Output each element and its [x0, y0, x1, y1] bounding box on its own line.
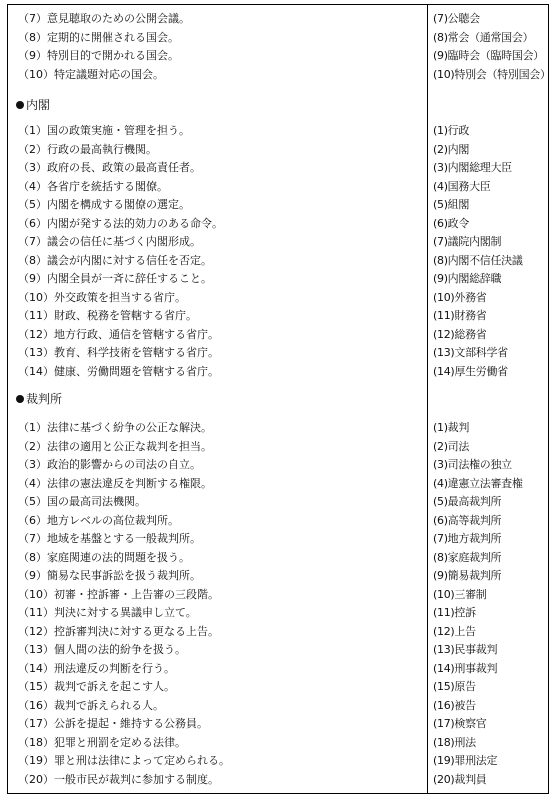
answer-item: (19)罪刑法定 [433, 754, 498, 767]
question-item: （18）犯罪と刑罰を定める法律。 [18, 735, 186, 749]
question-item: （9）簡易な民事訴訟を扱う裁判所。 [18, 569, 201, 582]
question-item: （19）罪と刑は法律によって定められる。 [18, 754, 230, 767]
column-divider [427, 5, 428, 793]
answer-item: (8)常会（通常国会） [433, 30, 534, 44]
answer-item: (6)高等裁判所 [433, 513, 502, 527]
answer-item: (10)特別会（特別国会） [433, 67, 551, 81]
answer-item: (14)厚生労働省 [433, 364, 508, 378]
answer-item: (7)公聴会 [433, 12, 480, 25]
answer-item: (8)内閣不信任決議 [433, 253, 523, 267]
answer-item: (10)外務省 [433, 290, 487, 304]
question-item: （4）各省庁を統括する閣僚。 [18, 179, 168, 193]
question-item: （3）政府の長、政策の最高責任者。 [18, 161, 201, 174]
question-item: （13）教育、科学技術を管轄する省庁。 [18, 346, 219, 359]
question-item: （8）家庭関連の法的問題を扱う。 [18, 550, 190, 564]
question-item: （10）外交政策を担当する省庁。 [18, 290, 186, 304]
question-item: （4）法律の憲法違反を判断する権限。 [18, 476, 212, 490]
question-item: （7）地域を基盤とする一般裁判所。 [18, 532, 201, 545]
question-item: （14）刑法違反の判断を行う。 [18, 661, 175, 675]
question-item: （6）内閣が発する法的効力のある命令。 [18, 216, 223, 230]
answer-item: (3)司法権の独立 [433, 458, 512, 471]
question-item: （13）個人間の法的紛争を扱う。 [18, 643, 186, 656]
question-item: （12）地方行政、通信を管轄する省庁。 [18, 327, 219, 341]
question-item: （10）初審・控訴審・上告審の三段階。 [18, 587, 219, 601]
question-item: （1）国の政策実施・管理を担う。 [18, 124, 190, 137]
answer-item: (3)内閣総理大臣 [433, 161, 512, 174]
answer-item: (18)刑法 [433, 735, 476, 749]
question-item: （14）健康、労働問題を管轄する省庁。 [18, 364, 219, 378]
question-item: （1）法律に基づく紛争の公正な解決。 [18, 421, 212, 434]
question-item: （12）控訴審判決に対する更なる上告。 [18, 624, 219, 638]
question-item: （6）地方レベルの高位裁判所。 [18, 513, 179, 527]
question-item: （5）内閣を構成する閣僚の選定。 [18, 198, 190, 211]
answer-item: (13)文部科学省 [433, 346, 508, 359]
question-item: （7）議会の信任に基づく内閣形成。 [18, 235, 201, 248]
question-item: （11）財政、税務を管轄する省庁。 [18, 309, 197, 322]
study-sheet [7, 4, 549, 794]
answer-item: (9)簡易裁判所 [433, 569, 502, 582]
answer-item: (15)原告 [433, 680, 476, 693]
answer-item: (17)検察官 [433, 717, 487, 730]
question-item: （5）国の最高司法機関。 [18, 495, 146, 508]
answer-item: (12)総務省 [433, 327, 487, 341]
section-heading-text: 裁判所 [26, 392, 63, 406]
question-item: （16）裁判で訴えられる人。 [18, 698, 164, 712]
answer-item: (13)民事裁判 [433, 643, 498, 656]
answer-item: (5)最高裁判所 [433, 495, 502, 508]
answer-item: (6)政令 [433, 216, 470, 230]
question-item: （20）一般市民が裁判に参加する制度。 [18, 772, 219, 786]
answer-item: (9)臨時会（臨時国会） [433, 49, 544, 62]
question-item: （7）意見聴取のための公開会議。 [18, 12, 190, 25]
answer-item: (2)司法 [433, 439, 470, 453]
answer-item: (16)被告 [433, 698, 476, 712]
question-item: （17）公訴を提起・維持する公務員。 [18, 717, 208, 730]
answer-item: (4)国務大臣 [433, 179, 491, 193]
question-item: （15）裁判で訴えを起こす人。 [18, 680, 175, 693]
question-item: （2）法律の適用と公正な裁判を担当。 [18, 439, 212, 453]
answer-item: (7)議院内閣制 [433, 235, 502, 248]
answer-item: (1)行政 [433, 124, 470, 137]
answer-item: (10)三審制 [433, 587, 487, 601]
answer-item: (8)家庭裁判所 [433, 550, 502, 564]
answer-item: (11)財務省 [433, 309, 487, 322]
answer-item: (7)地方裁判所 [433, 532, 502, 545]
question-item: （2）行政の最高執行機関。 [18, 142, 157, 156]
section-heading [16, 97, 50, 113]
answer-item: (5)組閣 [433, 198, 470, 211]
answer-item: (20)裁判員 [433, 772, 487, 786]
bullet-icon [16, 101, 24, 109]
answer-item: (14)刑事裁判 [433, 661, 498, 675]
question-item: （11）判決に対する異議申し立て。 [18, 606, 197, 619]
question-item: （3）政治的影響からの司法の自立。 [18, 458, 201, 471]
answer-item: (12)上告 [433, 624, 476, 638]
question-item: （10）特定議題対応の国会。 [18, 67, 164, 81]
answer-item: (4)違憲立法審査権 [433, 476, 523, 490]
answer-item: (11)控訴 [433, 606, 476, 619]
question-item: （9）内閣全員が一斉に辞任すること。 [18, 272, 212, 285]
section-heading-text: 内閣 [26, 98, 51, 112]
answer-item: (1)裁判 [433, 421, 470, 434]
bullet-icon [16, 395, 24, 403]
question-item: （8）議会が内閣に対する信任を否定。 [18, 253, 212, 267]
question-item: （8）定期的に開催される国会。 [18, 30, 179, 44]
answer-item: (2)内閣 [433, 142, 470, 156]
answer-item: (9)内閣総辞職 [433, 272, 502, 285]
section-heading [16, 391, 62, 407]
question-item: （9）特別目的で開かれる国会。 [18, 49, 179, 62]
